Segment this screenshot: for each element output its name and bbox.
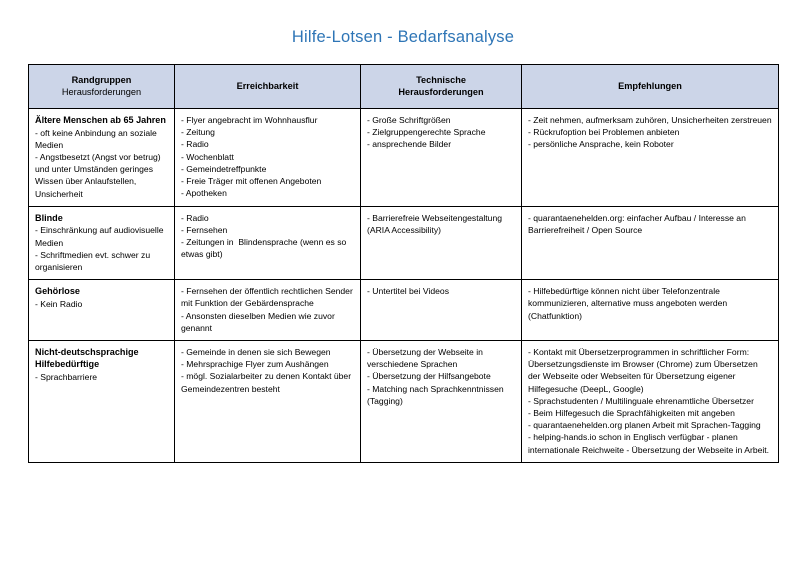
list-item: - Zeitungen in Blindensprache (wenn es so etwas gibt) bbox=[181, 237, 349, 260]
list-item: - Sprachbarriere bbox=[35, 372, 98, 383]
list-item: - Übersetzung der Webseite in verschiedene Sprachen bbox=[367, 346, 486, 370]
list-item: - quarantaenehelden.org: einfacher Aufbau / Interesse an Barrierefreiheit / Open Source bbox=[528, 212, 749, 235]
list-item: - Radio bbox=[181, 139, 209, 150]
cell-randgruppen bbox=[29, 206, 175, 279]
cell-randgruppen bbox=[29, 109, 175, 207]
column-header-empfehlungen bbox=[522, 65, 779, 109]
list-item: - Angstbesetzt (Angst vor betrug) und unter Umständen geringes Wissen über Anlaufstellen, Unsicherheit bbox=[35, 151, 164, 199]
cell-empfehlungen bbox=[522, 340, 779, 462]
cell-erreichbarkeit bbox=[175, 340, 361, 462]
column-header-sub-0: Herausforderungen bbox=[61, 87, 142, 97]
list-item: - oft keine Anbindung an soziale Medien bbox=[35, 127, 160, 150]
table-row bbox=[29, 109, 779, 207]
group-challenge-list bbox=[35, 371, 168, 383]
cell-erreichbarkeit bbox=[175, 280, 361, 341]
cell-technische-herausforderungen-list bbox=[367, 114, 515, 151]
list-item: - Hilfebedürftige können nicht über Telefonzentrale kommunizieren, alternative muss angeboten werden (Chatfunktion) bbox=[528, 286, 730, 321]
cell-erreichbarkeit bbox=[175, 206, 361, 279]
list-item: - Zeitung bbox=[181, 127, 215, 138]
list-item: - Übersetzung der Hilfsangebote bbox=[367, 371, 491, 382]
table-row bbox=[29, 280, 779, 341]
list-item: - Kein Radio bbox=[35, 298, 83, 309]
list-item: - Barrierefreie Webseitengestaltung (ARIA Accessibility) bbox=[367, 212, 505, 235]
list-item: - Flyer angebracht im Wohnhausflur bbox=[181, 115, 318, 125]
cell-technische-herausforderungen-list bbox=[367, 346, 515, 407]
cell-erreichbarkeit-list bbox=[181, 212, 354, 261]
list-item: - helping-hands.io schon in Englisch verfügbar - planen internationale Reichweite - Übersetzung der Webseite in Arbeit. bbox=[528, 432, 770, 455]
group-challenge-list bbox=[35, 298, 168, 310]
cell-technische-herausforderungen-list bbox=[367, 285, 515, 297]
table-header bbox=[29, 65, 779, 109]
table-body bbox=[29, 109, 779, 463]
list-item: - Große Schriftgrößen bbox=[367, 115, 451, 125]
column-header-main-0: Randgruppen bbox=[71, 74, 132, 85]
list-item: - Kontakt mit Übersetzerprogrammen in schriftlicher Form: Übersetzungsdienste im Browser (Chrome) zum Übersetzen der Webseite oder Webseiten für Übersetzung eigener Hilfegesuche (DeepL, Google) bbox=[528, 346, 761, 394]
needs-analysis-table-wrapper bbox=[28, 64, 778, 463]
list-item: - Rückrufoption bei Problemen anbieten bbox=[528, 127, 680, 138]
needs-analysis-table bbox=[28, 64, 779, 463]
group-title: Ältere Menschen ab 65 Jahren bbox=[35, 115, 166, 125]
cell-empfehlungen bbox=[522, 109, 779, 207]
group-challenge-list bbox=[35, 127, 168, 200]
group-title: Blinde bbox=[35, 212, 63, 223]
cell-erreichbarkeit-list bbox=[181, 346, 354, 395]
list-item: - quarantaenehelden.org planen Arbeit mit Sprachen-Tagging bbox=[528, 420, 761, 431]
table-row bbox=[29, 206, 779, 279]
column-header-main-3: Empfehlungen bbox=[618, 80, 682, 91]
list-item: - Wochenblatt bbox=[181, 151, 234, 162]
list-item: - Zielgruppengerechte Sprache bbox=[367, 127, 486, 138]
column-header-main-1: Erreichbarkeit bbox=[236, 80, 299, 91]
list-item: - Gemeinde in denen sie sich Bewegen bbox=[181, 346, 331, 357]
cell-empfehlungen-list bbox=[528, 114, 772, 151]
list-item: - persönliche Ansprache, kein Roboter bbox=[528, 139, 674, 150]
cell-empfehlungen bbox=[522, 206, 779, 279]
list-item: - Sprachstudenten / Multilinguale ehrenamtliche Übersetzer bbox=[528, 395, 754, 406]
cell-technische-herausforderungen bbox=[361, 109, 522, 207]
list-item: - Gemeindetreffpunkte bbox=[181, 163, 267, 174]
list-item: - Fernsehen der öffentlich rechtlichen Sender mit Funktion der Gebärdensprache bbox=[181, 286, 356, 309]
column-header-randgruppen bbox=[29, 65, 175, 109]
cell-technische-herausforderungen bbox=[361, 340, 522, 462]
list-item: - Untertitel bei Videos bbox=[367, 286, 450, 297]
group-challenge-list bbox=[35, 224, 168, 273]
list-item: - Ansonsten dieselben Medien wie zuvor genannt bbox=[181, 310, 338, 333]
list-item: - mögl. Sozialarbeiter zu denen Kontakt über Gemeindezentren besteht bbox=[181, 371, 354, 394]
column-header-sub-2: Herausforderungen bbox=[398, 87, 484, 97]
cell-randgruppen bbox=[29, 280, 175, 341]
list-item: - ansprechende Bilder bbox=[367, 139, 452, 150]
cell-erreichbarkeit-list bbox=[181, 285, 354, 334]
column-header-technische-herausforderungen bbox=[361, 65, 522, 109]
cell-randgruppen bbox=[29, 340, 175, 462]
list-item: - Einschränkung auf audiovisuelle Medien bbox=[35, 225, 166, 248]
list-item: - Apotheken bbox=[181, 188, 227, 199]
list-item: - Mehrsprachige Flyer zum Aushängen bbox=[181, 359, 329, 370]
cell-empfehlungen bbox=[522, 280, 779, 341]
column-header-erreichbarkeit bbox=[175, 65, 361, 109]
cell-technische-herausforderungen bbox=[361, 280, 522, 341]
list-item: - Zeit nehmen, aufmerksam zuhören, Unsicherheiten zerstreuen bbox=[528, 115, 772, 125]
list-item: - Fernsehen bbox=[181, 224, 228, 235]
list-item: - Beim Hilfegesuch die Sprachfähigkeiten mit angeben bbox=[528, 407, 735, 418]
page-title: Hilfe-Lotsen - Bedarfsanalyse bbox=[291, 28, 515, 46]
list-item: - Radio bbox=[181, 212, 209, 223]
group-title: Gehörlose bbox=[35, 286, 80, 297]
list-item: - Freie Träger mit offenen Angeboten bbox=[181, 176, 322, 187]
cell-empfehlungen-list bbox=[528, 346, 772, 456]
table-header-row bbox=[29, 65, 779, 109]
cell-empfehlungen-list bbox=[528, 212, 772, 236]
cell-technische-herausforderungen bbox=[361, 206, 522, 279]
list-item: - Schriftmedien evt. schwer zu organisieren bbox=[35, 249, 153, 272]
table-row bbox=[29, 340, 779, 462]
cell-technische-herausforderungen-list bbox=[367, 212, 515, 236]
group-title: Nicht-deutschsprachige Hilfebedürftige bbox=[35, 346, 139, 370]
cell-erreichbarkeit-list bbox=[181, 114, 354, 199]
cell-empfehlungen-list bbox=[528, 285, 772, 322]
column-header-main-2: Technische bbox=[416, 74, 466, 85]
cell-erreichbarkeit bbox=[175, 109, 361, 207]
list-item: - Matching nach Sprachkenntnissen (Tagging) bbox=[367, 383, 507, 406]
